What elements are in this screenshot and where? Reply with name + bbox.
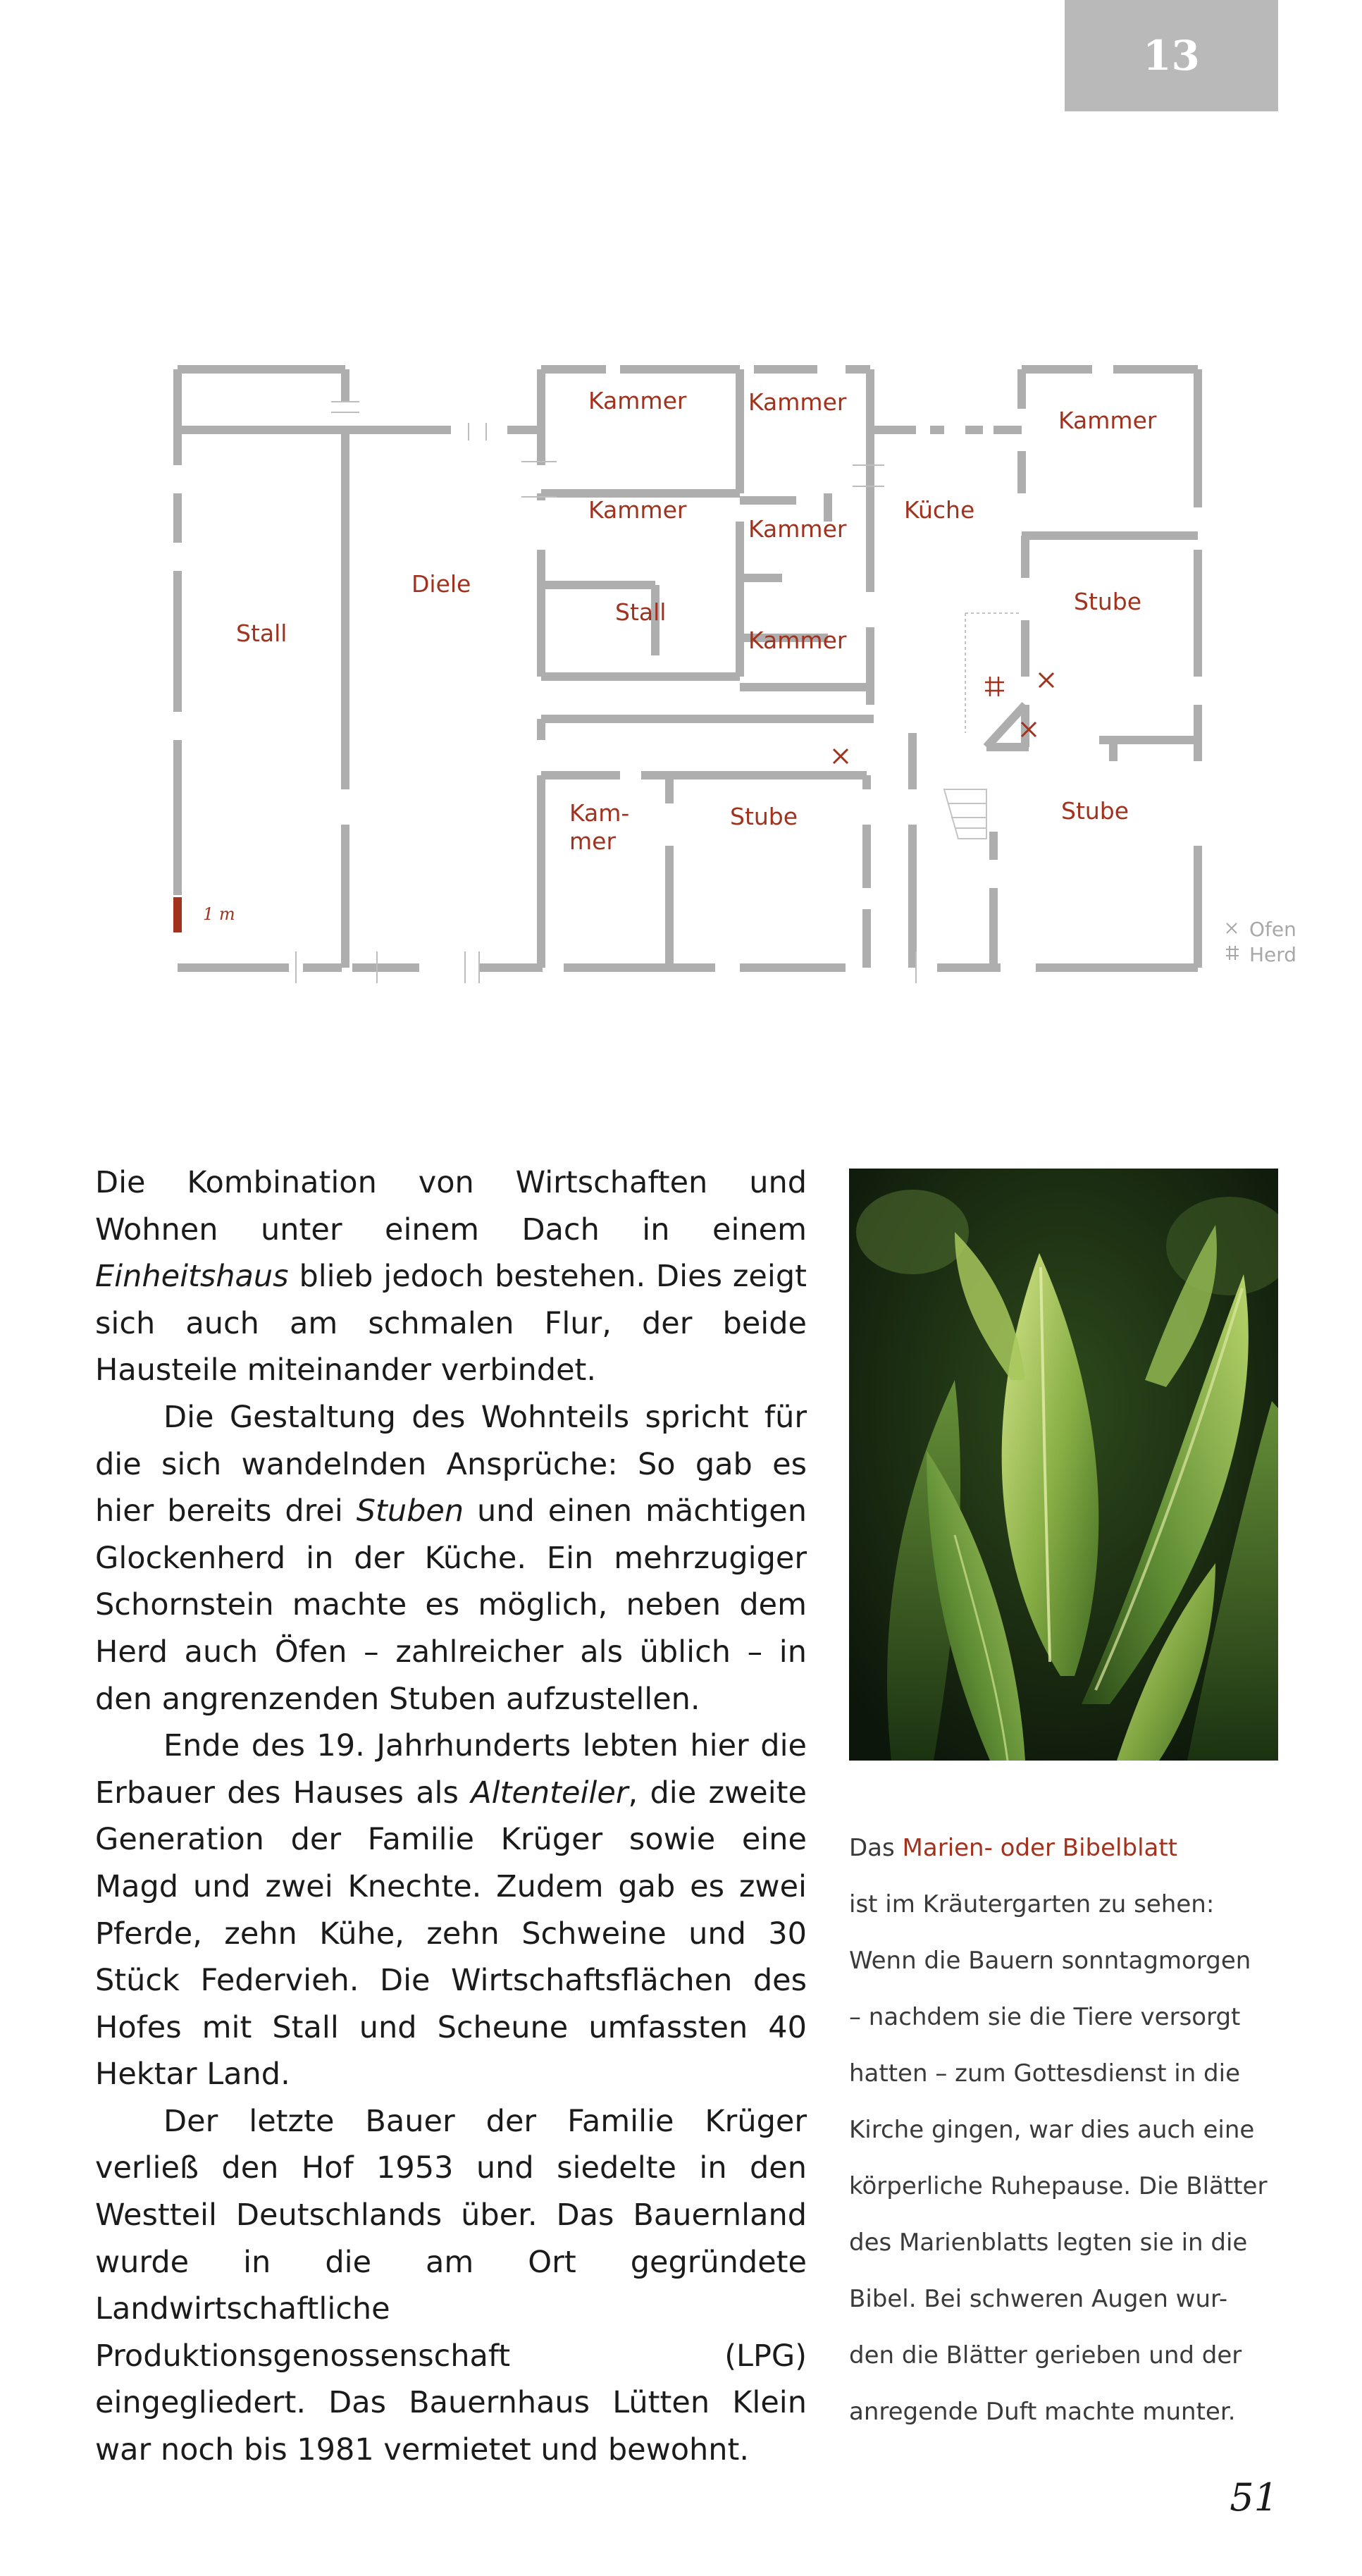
room-label-kammer-5: Kammer [748, 515, 847, 543]
legend-ofen: Ofen [1249, 918, 1296, 941]
floor-plan-walls [178, 369, 1198, 968]
caption-line: hatten – zum Gottesdienst in die [849, 2059, 1240, 2088]
caption-line: des Marienblatts legten sie in die [849, 2229, 1248, 2257]
room-label-kueche: Küche [904, 496, 975, 524]
room-label-stube-right-upper: Stube [1074, 588, 1142, 615]
herd-legend-icon [1226, 946, 1239, 960]
ofen-icon [1039, 673, 1053, 687]
caption-line: körperliche Ruhepause. Die Blätter [849, 2172, 1268, 2200]
caption-line: – nachdem sie die Tiere versorgt [849, 2003, 1241, 2031]
outer-wall-top-left [178, 369, 345, 430]
room-label-diele: Diele [411, 570, 471, 598]
caption-line: Kirche gingen, war dies auch eine [849, 2116, 1255, 2144]
ofen-legend-icon [1227, 923, 1237, 933]
chapter-number: 13 [1143, 32, 1200, 80]
room-label-kammer-3: Kammer [1058, 407, 1157, 434]
room-label-stube-bottom-right: Stube [1061, 797, 1129, 825]
room-label-stall-left: Stall [236, 620, 287, 647]
room-label-kam: Kam- [569, 799, 630, 827]
page-number: 51 [1230, 2475, 1278, 2520]
scale-bar [173, 897, 182, 932]
room-label-kammer-6: Kammer [748, 627, 847, 654]
herd-icon [985, 677, 1004, 696]
paragraph-3: Ende des 19. Jahrhunderts lebten hier die Erbauer des Hauses als Altenteiler, die zweite Generation der Familie Krüger sowie eine Magd und zwei Knechte. Zudem gab es zwei Pferde, zehn Kühe, zehn Schweine und 30 Stück Federvieh. Die Wirtschaftsflächen des Hofes mit Stall und Scheune umfassten 40 Hektar Land. [95, 1728, 807, 2093]
floor-plan-openings [296, 402, 916, 983]
legend-herd: Herd [1249, 943, 1297, 966]
body-text [95, 1159, 807, 2474]
room-label-stall-mid: Stall [615, 598, 667, 626]
scale-label: 1 m [203, 904, 235, 924]
room-label-stube-bottom-mid: Stube [730, 803, 798, 830]
plant-leaves-photo [849, 1169, 1278, 1761]
room-label-mer: mer [569, 827, 617, 855]
caption-line: ist im Kräutergarten zu sehen: [849, 1890, 1215, 1918]
room-label-kammer-1: Kammer [588, 387, 687, 414]
caption-line: den die Blätter gerieben und der [849, 2341, 1242, 2369]
caption-line-1: Das Marien- oder Bibelblatt [849, 1834, 1178, 1862]
caption-line: anregende Duft machte munter. [849, 2398, 1236, 2426]
room-label-kammer-2: Kammer [748, 388, 847, 416]
caption-line: Bibel. Bei schweren Augen wur- [849, 2285, 1228, 2313]
paragraph-2: Die Gestaltung des Wohnteils spricht für die sich wandelnden Ansprüche: So gab es hier bereits drei Stuben und einen mächtigen Glockenherd in der Küche. Ein mehrzugiger Schornstein machte es möglich, neben dem Herd auch Öfen – zahlreicher als üblich – in den angrenzenden Stuben aufzustellen. [95, 1399, 807, 1717]
caption-highlight: Marien- oder Bibelblatt [902, 1834, 1178, 1862]
floor-plan [0, 0, 1362, 1001]
paragraph-4: Der letzte Bauer der Familie Krüger verließ den Hof 1953 und siedelte in den Westteil Deutschlands über. Das Bauernland wurde in die am Ort gegründete Landwirtschaftliche Produktionsgenossenschaft (LPG) eingegliedert. Das Bauernhaus Lütten Klein war noch bis 1981 vermietet und bewohnt. [95, 2103, 807, 2468]
caption-line: Wenn die Bauern sonntagmorgen [849, 1947, 1251, 1975]
herd-marker [985, 677, 1004, 696]
stube-right-walls [986, 536, 1029, 747]
room-label-kammer-4: Kammer [588, 496, 687, 524]
ofen-icon [834, 749, 848, 763]
paragraph-1: Die Kombination von Wirtschaften und Wohnen unter einem Dach in einem Einheitshaus blieb jedoch bestehen. Dies zeigt sich auch am schmalen Flur, der beide Hausteile miteinander verbindet. [95, 1165, 807, 1388]
floor-plan-legend [1226, 918, 1296, 966]
photo-caption [849, 1820, 1278, 2440]
